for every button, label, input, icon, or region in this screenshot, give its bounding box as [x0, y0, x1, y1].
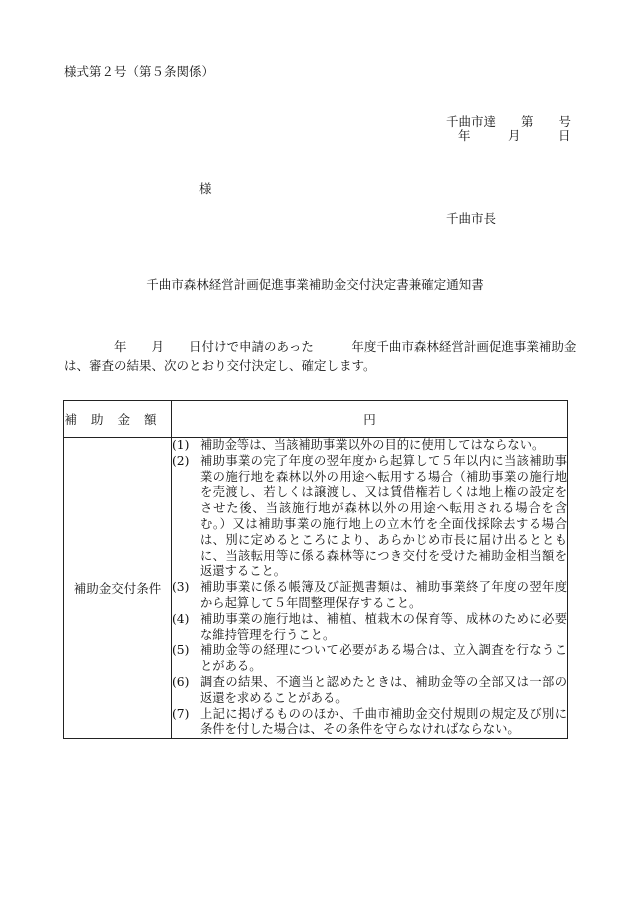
condition-item	[172, 707, 567, 739]
condition-item	[172, 580, 567, 612]
amount-row	[64, 401, 568, 438]
issue-date: 年 月 日	[458, 128, 571, 143]
amount-value: 円	[172, 401, 568, 438]
condition-item	[172, 612, 567, 644]
condition-item	[172, 643, 567, 675]
body-paragraph	[64, 337, 577, 375]
condition-text: 補助事業の完了年度の翌年度から起算して５年以内に当該補助事業の施行地を森林以外の用途へ転用する場合（補助事業の施行地を売渡し、若しくは譲渡し、又は賃借権若しくは地上権の設定をさせた後、当該施行地が森林以外の用途へ転用される場合を含む。）又は補助事業の施行地上の立木竹を全面伐採除去する場合は、別に定めるところにより、あらかじめ市長に届け出るとともに、当該転用等に係る森林等につき交付を受けた補助金相当額を返還すること。	[200, 453, 567, 579]
condition-number: (1)	[172, 438, 190, 452]
grant-table	[63, 400, 568, 739]
condition-item	[172, 454, 567, 580]
condition-number: (2)	[172, 453, 190, 468]
condition-item	[172, 675, 567, 707]
condition-text: 補助事業に係る帳簿及び証拠書類は、補助事業終了年度の翌年度から起算して５年間整理保存すること。	[200, 580, 567, 610]
condition-number: (5)	[172, 643, 190, 658]
condition-item	[172, 438, 567, 454]
sender-name: 千曲市長	[446, 211, 497, 226]
condition-number: (6)	[172, 674, 190, 689]
body-line-1: 年 月 日付けで申請のあった 年度千曲市森林経営計画促進事業補助金	[64, 339, 577, 354]
addressee-honorific: 様	[199, 181, 212, 196]
conditions-label: 補助金交付条件	[64, 438, 172, 739]
conditions-list	[172, 438, 567, 738]
conditions-row	[64, 438, 568, 739]
condition-text: 補助事業の施行地は、補植、植栽木の保育等、成林のために必要な維持管理を行うこと。	[200, 611, 567, 642]
condition-text: 調査の結果、不適当と認めたときは、補助金等の全部又は一部の返還を求めることがある。	[200, 674, 567, 705]
condition-text: 補助金等の経理について必要がある場合は、立入調査を行なうことがある。	[200, 643, 567, 674]
form-number: 様式第２号（第５条関係）	[64, 64, 215, 79]
condition-text: 上記に掲げるもののほか、千曲市補助金交付規則の規定及び別に条件を付した場合は、その条件を守らなければならない。	[200, 706, 567, 737]
document-title: 千曲市森林経営計画促進事業補助金交付決定書兼確定通知書	[146, 277, 484, 292]
document-number: 千曲市達 第 号	[446, 114, 572, 129]
condition-text: 補助金等は、当該補助事業以外の目的に使用してはならない。	[200, 438, 545, 452]
body-line-2: は、審査の結果、次のとおり交付決定し、確定します。	[64, 358, 376, 373]
condition-number: (3)	[172, 580, 190, 595]
amount-label: 補助金額	[64, 401, 172, 438]
conditions-cell	[172, 438, 568, 739]
condition-number: (7)	[172, 706, 190, 721]
condition-number: (4)	[172, 611, 190, 626]
